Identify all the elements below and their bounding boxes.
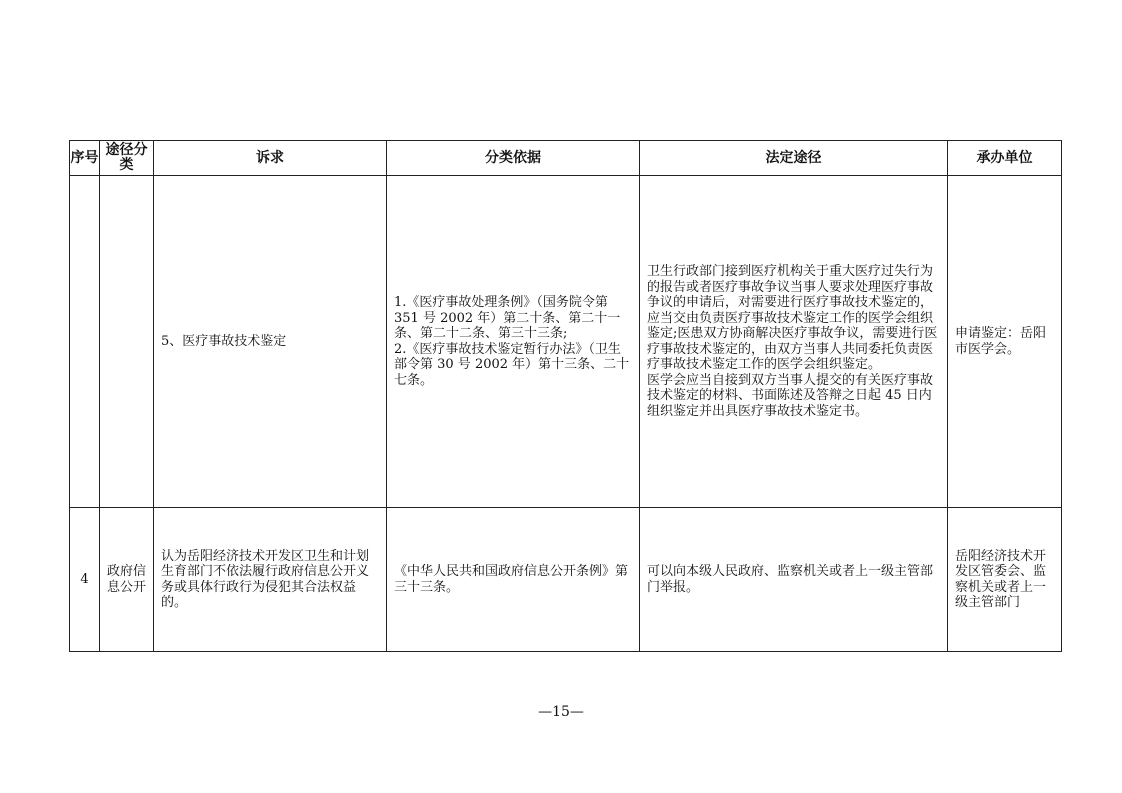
header-appeal: 诉求	[154, 141, 387, 176]
page-number: —15—	[538, 704, 584, 720]
table-header-row	[70, 141, 1062, 176]
row-unit: 岳阳经济技术开发区管委会、监察机关或者上一级主管部门	[948, 508, 1062, 652]
header-unit: 承办单位	[948, 141, 1062, 176]
row-num: 4	[70, 508, 100, 652]
header-num: 序号	[70, 141, 100, 176]
row-basis: 1.《医疗事故处理条例》（国务院令第 351 号 2002 年）第二十条、第二十一条、第二十二条、第三十三条; 2.《医疗事故技术鉴定暂行办法》（卫生部令第 30 号 2002 年）第十三条、二十七条。	[387, 176, 640, 508]
table-row	[70, 508, 1062, 652]
row-legal-path: 卫生行政部门接到医疗机构关于重大医疗过失行为的报告或者医疗事故争议当事人要求处理医疗事故争议的申请后，对需要进行医疗事故技术鉴定的，应当交由负责医疗事故技术鉴定工作的医学会组织鉴定;医患双方协商解决医疗事故争议，需要进行医疗事故技术鉴定的，由双方当事人共同委托负责医疗事故技术鉴定工作的医学会组织鉴定。 医学会应当自接到双方当事人提交的有关医疗事故技术鉴定的材料、书面陈述及答辩之日起 45 日内组织鉴定并出具医疗事故技术鉴定书。	[640, 176, 948, 508]
row-appeal: 认为岳阳经济技术开发区卫生和计划生育部门不依法履行政府信息公开义务或具体行政行为侵犯其合法权益的。	[154, 508, 387, 652]
row-basis: 《中华人民共和国政府信息公开条例》第三十三条。	[387, 508, 640, 652]
header-legal-path: 法定途径	[640, 141, 948, 176]
row-legal-path: 可以向本级人民政府、监察机关或者上一级主管部门举报。	[640, 508, 948, 652]
row-appeal: 5、医疗事故技术鉴定	[154, 176, 387, 508]
header-category: 途径分类	[100, 141, 154, 176]
header-basis: 分类依据	[387, 141, 640, 176]
table-row	[70, 176, 1062, 508]
appeal-table	[69, 140, 1062, 652]
row-category	[100, 176, 154, 508]
row-category: 政府信息公开	[100, 508, 154, 652]
row-unit: 申请鉴定：岳阳市医学会。	[948, 176, 1062, 508]
row-num	[70, 176, 100, 508]
